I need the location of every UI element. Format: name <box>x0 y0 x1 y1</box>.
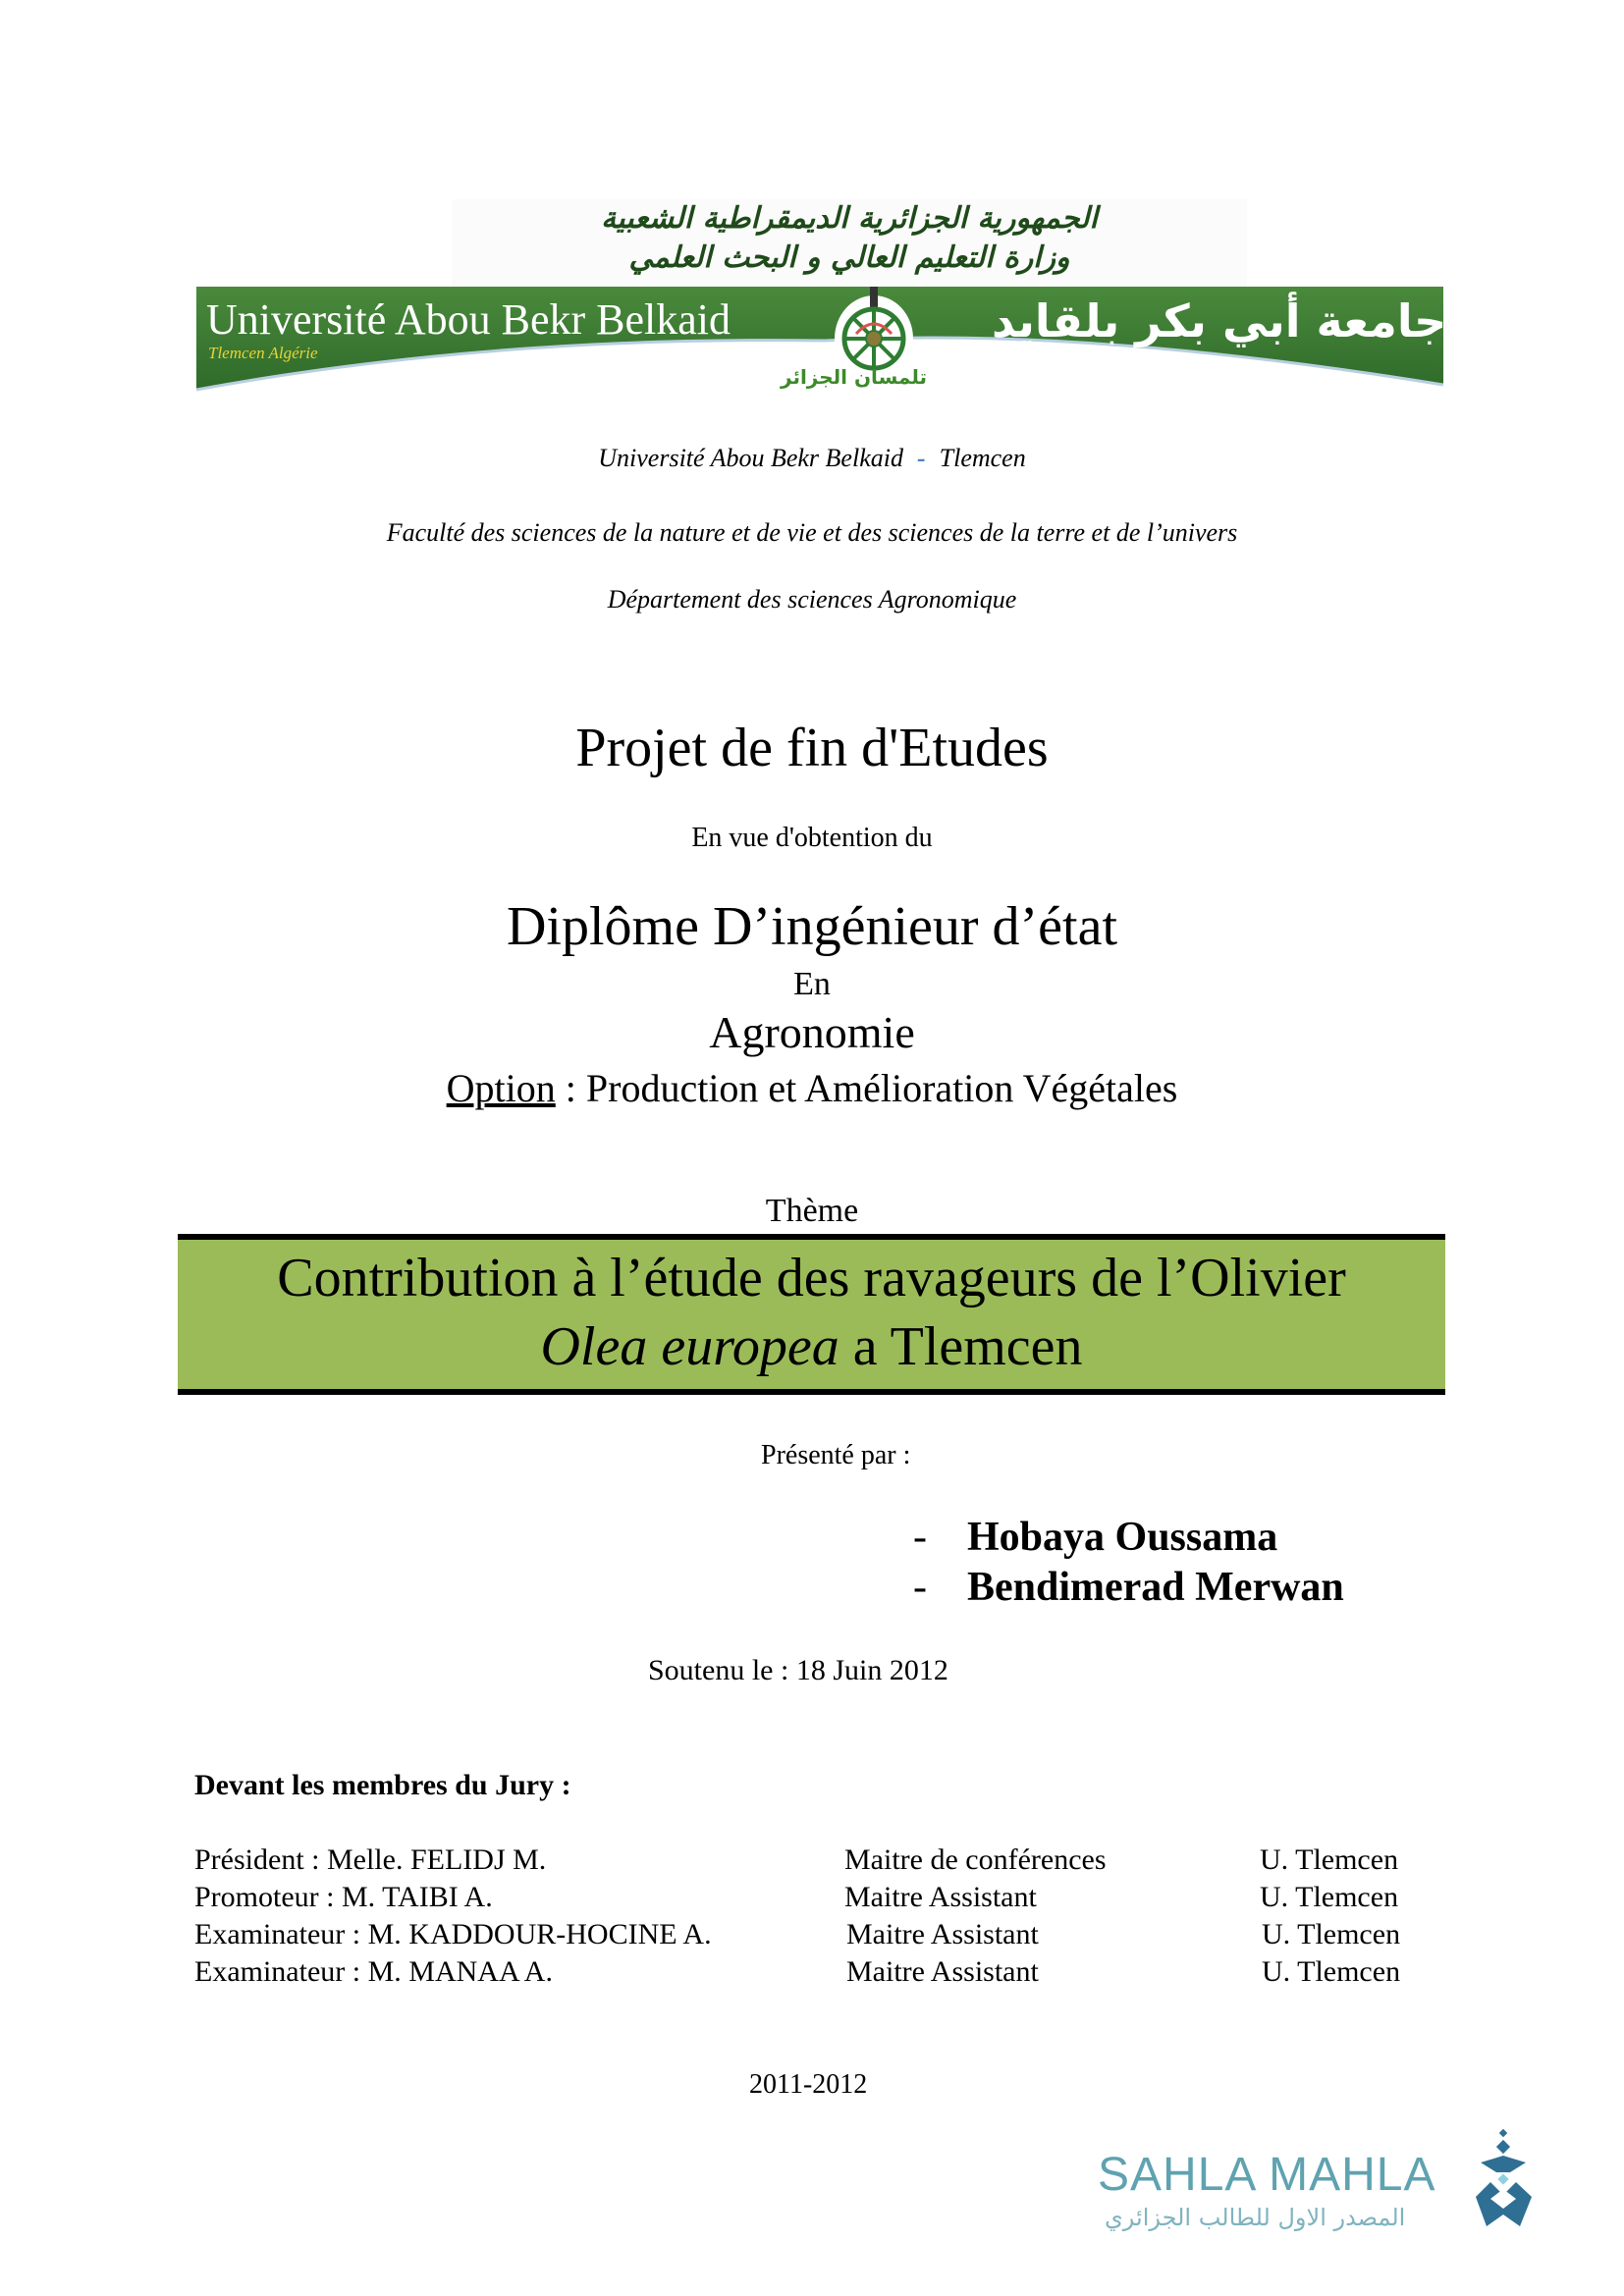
jury-grade: Maitre Assistant <box>846 1955 1039 1988</box>
author-bullet: - <box>913 1515 927 1560</box>
banner-university-name: Université Abou Bekr Belkaid <box>206 295 731 344</box>
jury-row <box>194 1881 1471 1918</box>
diploma-en: En <box>793 966 831 1002</box>
diploma-option <box>0 1065 1624 1111</box>
arabic-republic-line: الجمهورية الجزائرية الديمقراطية الشعبية <box>601 201 1098 236</box>
jury-role-name: Examinateur : M. KADDOUR-HOCINE A. <box>194 1918 712 1950</box>
species-name: Olea europea <box>540 1316 839 1377</box>
jury-row <box>194 1918 1471 1955</box>
theme-title-line1: Contribution à l’étude des ravageurs de l’Olivier <box>277 1248 1346 1308</box>
theme-title-line2 <box>178 1312 1445 1381</box>
author-bullet: - <box>913 1565 927 1610</box>
sahla-mahla-logo-text: SAHLA MAHLA <box>1098 2149 1436 2201</box>
theme-location: a Tlemcen <box>839 1316 1083 1377</box>
separator-dash: - <box>916 444 926 472</box>
author-item <box>913 1564 1344 1611</box>
seal-caption-arabic: تلمسان الجزائر <box>781 365 928 389</box>
university-name: Université Abou Bekr Belkaid <box>598 444 903 472</box>
academic-year: 2011-2012 <box>749 2069 868 2100</box>
jury-affiliation: U. Tlemcen <box>1260 1843 1399 1876</box>
jury-role-name: Promoteur : M. TAIBI A. <box>194 1881 493 1913</box>
jury-grade: Maitre Assistant <box>846 1918 1039 1950</box>
institution-line <box>0 444 1624 473</box>
jury-title: Devant les membres du Jury : <box>194 1769 571 1801</box>
jury-grade: Maitre Assistant <box>844 1881 1037 1913</box>
author-item <box>913 1514 1277 1561</box>
presented-by-label: Présenté par : <box>761 1440 911 1470</box>
theme-label: Thème <box>765 1193 859 1229</box>
faculty-name: Faculté des sciences de la nature et de vie et des sciences de la terre et de l’univers <box>386 518 1238 547</box>
sahla-mahla-logo-icon <box>1471 2128 1540 2236</box>
author-name: Bendimerad Merwan <box>967 1565 1344 1610</box>
diploma-field: Agronomie <box>709 1007 915 1057</box>
option-value: : Production et Amélioration Végétales <box>555 1066 1178 1110</box>
author-name: Hobaya Oussama <box>967 1515 1278 1560</box>
jury-row <box>194 1843 1471 1881</box>
jury-role-name: Examinateur : M. MANAA A. <box>194 1955 553 1988</box>
jury-row <box>194 1955 1471 1993</box>
option-label: Option <box>446 1066 556 1110</box>
jury-affiliation: U. Tlemcen <box>1262 1918 1401 1950</box>
jury-role-name: Président : Melle. FELIDJ M. <box>194 1843 547 1876</box>
defense-date: Soutenu le : 18 Juin 2012 <box>648 1654 948 1686</box>
arabic-ministry-line: وزارة التعليم العالي و البحث العلمي <box>628 240 1070 275</box>
arabic-ministry-header <box>452 199 1247 290</box>
sahla-mahla-tagline: المصدر الاول للطالب الجزائري <box>1105 2204 1406 2231</box>
city-name: Tlemcen <box>939 444 1026 472</box>
banner-location: Tlemcen Algérie <box>208 344 318 362</box>
theme-box <box>178 1234 1445 1395</box>
banner-university-name-arabic: جامعة أبي بكر بلقايد <box>992 294 1447 347</box>
jury-grade: Maitre de conférences <box>844 1843 1107 1876</box>
department-name: Département des sciences Agronomique <box>607 585 1017 614</box>
diploma-title: Diplôme D’ingénieur d’état <box>506 896 1117 957</box>
jury-affiliation: U. Tlemcen <box>1260 1881 1399 1913</box>
project-title: Projet de fin d'Etudes <box>575 718 1049 778</box>
jury-affiliation: U. Tlemcen <box>1262 1955 1401 1988</box>
project-subtitle: En vue d'obtention du <box>691 823 933 853</box>
